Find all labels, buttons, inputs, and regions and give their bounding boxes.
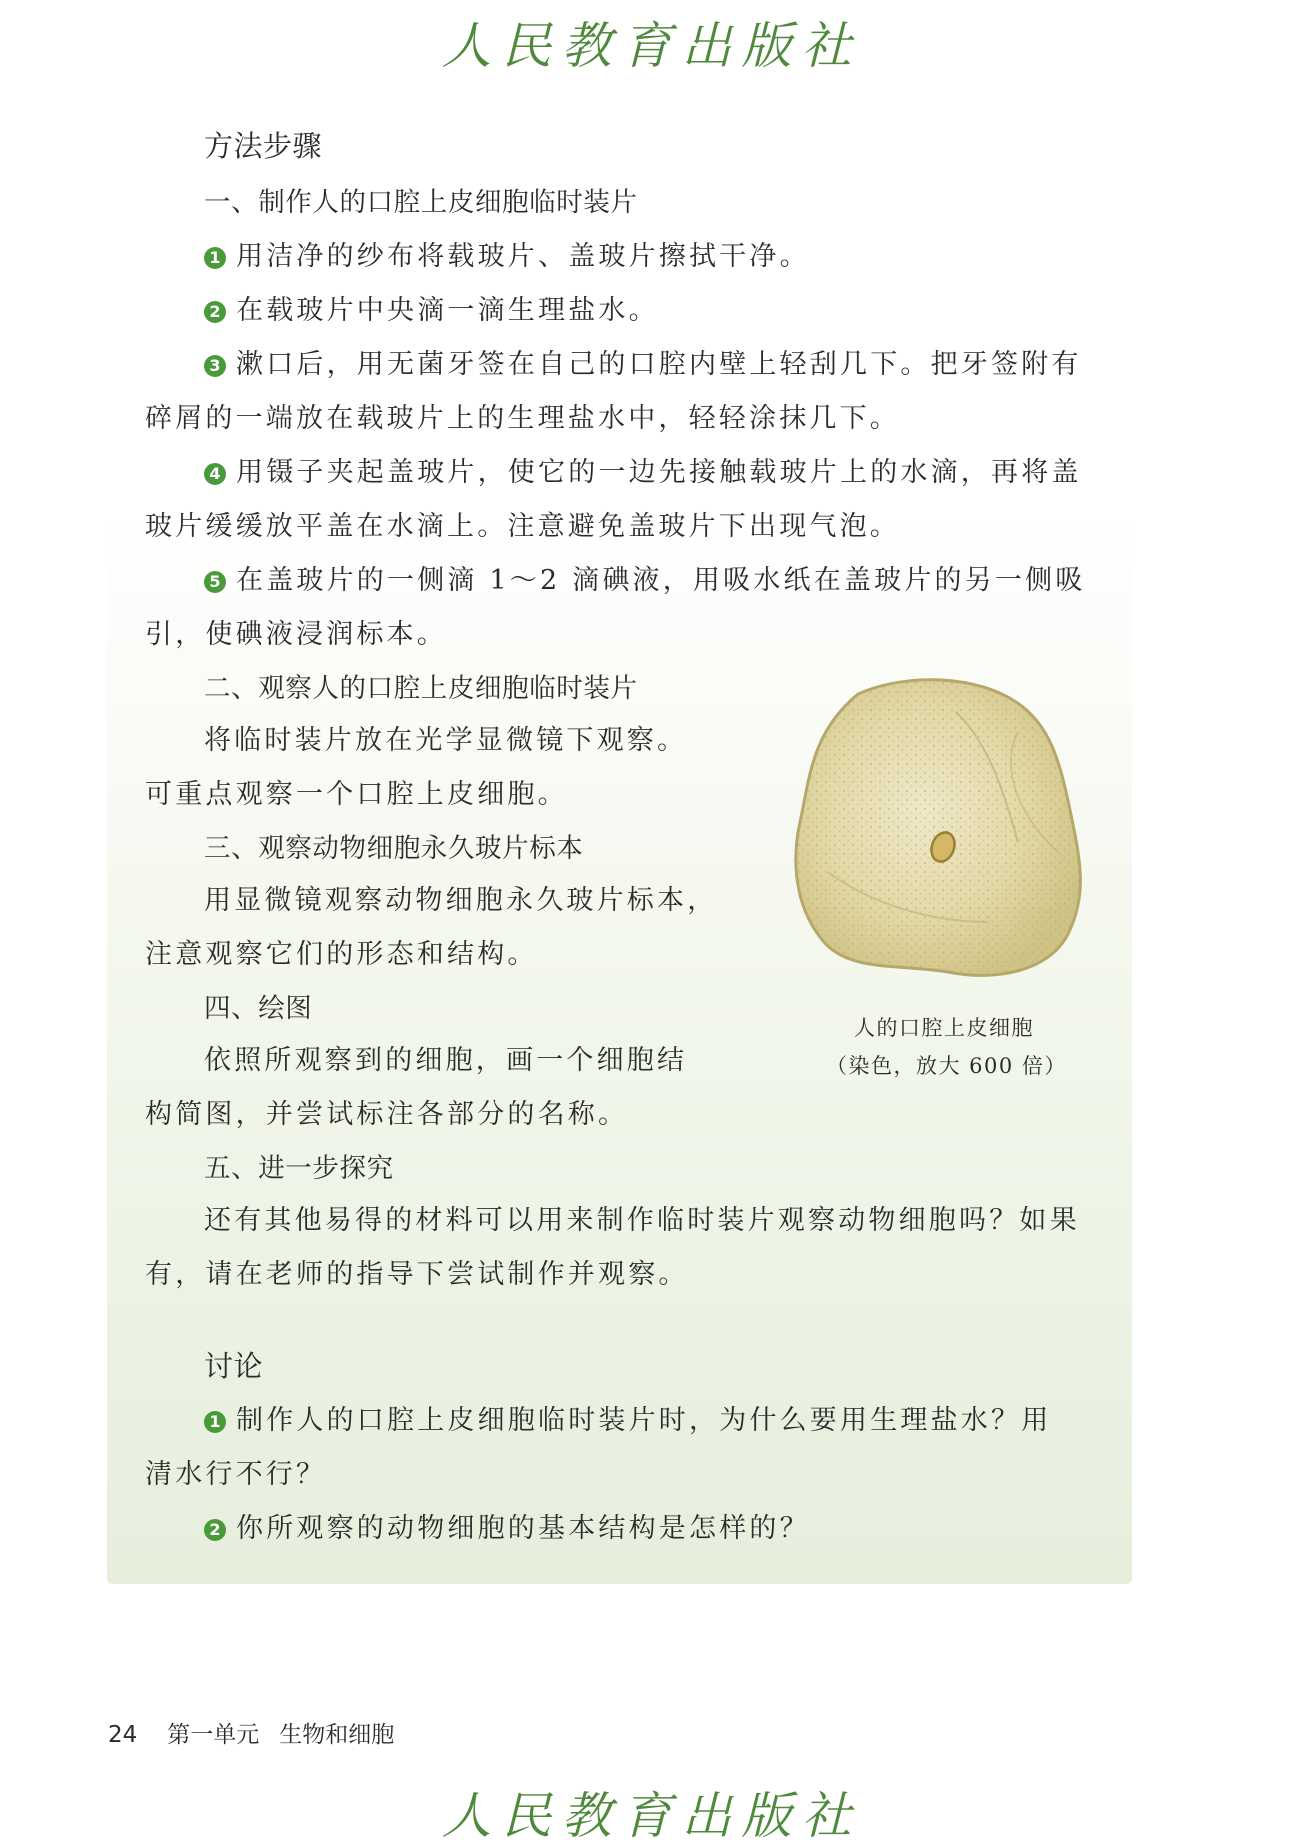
section-1-title: 一、制作人的口腔上皮细胞临时装片 [204, 187, 638, 218]
publisher-logo-bottom: 人民教育出版社 [441, 1787, 862, 1845]
section-5-line-2: 有，请在老师的指导下尝试制作并观察。 [145, 1259, 689, 1290]
unit-title: 生物和细胞 [279, 1722, 395, 1748]
step-3-line-2: 碎屑的一端放在载玻片上的生理盐水中，轻轻涂抹几下。 [145, 403, 900, 434]
question-marker-1: 1 [204, 1411, 226, 1433]
section-2-line-2: 可重点观察一个口腔上皮细胞。 [145, 779, 568, 810]
step-marker-5: 5 [204, 571, 226, 593]
discussion-heading: 讨论 [204, 1349, 264, 1383]
procedure-heading: 方法步骤 [204, 129, 323, 163]
page-number: 24 [108, 1722, 138, 1748]
section-4-line-2: 构简图，并尝试标注各部分的名称。 [145, 1099, 629, 1130]
section-3-title: 三、观察动物细胞永久玻片标本 [204, 833, 584, 864]
publisher-logo-top: 人民教育出版社 [441, 17, 862, 75]
step-marker-4: 4 [204, 463, 226, 485]
step-marker-2: 2 [204, 301, 226, 323]
step-3-line-1: 3 漱口后，用无菌牙签在自己的口腔内壁上轻刮几下。把牙签附有 [204, 342, 1082, 381]
step-4-line-1: 4 用镊子夹起盖玻片，使它的一边先接触载玻片上的水滴，再将盖 [204, 450, 1082, 489]
step-5-line-2: 引，使碘液浸润标本。 [145, 619, 447, 650]
cheek-cell-micrograph [788, 672, 1098, 984]
figure-caption-title: 人的口腔上皮细胞 [854, 1016, 1034, 1040]
question-1-line-1: 1 制作人的口腔上皮细胞临时装片时，为什么要用生理盐水？用 [204, 1398, 1051, 1437]
section-2-title: 二、观察人的口腔上皮细胞临时装片 [204, 673, 638, 704]
section-4-title: 四、绘图 [204, 993, 313, 1024]
question-marker-2: 2 [204, 1519, 226, 1541]
section-5-title: 五、进一步探究 [204, 1153, 394, 1184]
section-3-line-1: 用显微镜观察动物细胞永久玻片标本， [204, 885, 718, 916]
step-5-line-1: 5 在盖玻片的一侧滴 1～2 滴碘液，用吸水纸在盖玻片的另一侧吸 [204, 558, 1086, 597]
question-2: 2 你所观察的动物细胞的基本结构是怎样的？ [204, 1506, 810, 1545]
section-4-line-1: 依照所观察到的细胞，画一个细胞结 [204, 1045, 688, 1076]
unit-label: 第一单元 [167, 1722, 260, 1748]
step-marker-3: 3 [204, 355, 226, 377]
step-1: 1 用洁净的纱布将载玻片、盖玻片擦拭干净。 [204, 234, 810, 273]
step-4-line-2: 玻片缓缓放平盖在水滴上。注意避免盖玻片下出现气泡。 [145, 511, 900, 542]
page-footer [108, 1716, 394, 1749]
step-2: 2 在载玻片中央滴一滴生理盐水。 [204, 288, 659, 327]
figure-caption-detail: （染色，放大 600 倍） [826, 1054, 1067, 1078]
question-1-line-2: 清水行不行？ [145, 1459, 327, 1490]
section-3-line-2: 注意观察它们的形态和结构。 [145, 939, 538, 970]
step-marker-1: 1 [204, 247, 226, 269]
section-5-line-1: 还有其他易得的材料可以用来制作临时装片观察动物细胞吗？如果 [204, 1205, 1080, 1236]
section-2-line-1: 将临时装片放在光学显微镜下观察。 [204, 725, 688, 756]
